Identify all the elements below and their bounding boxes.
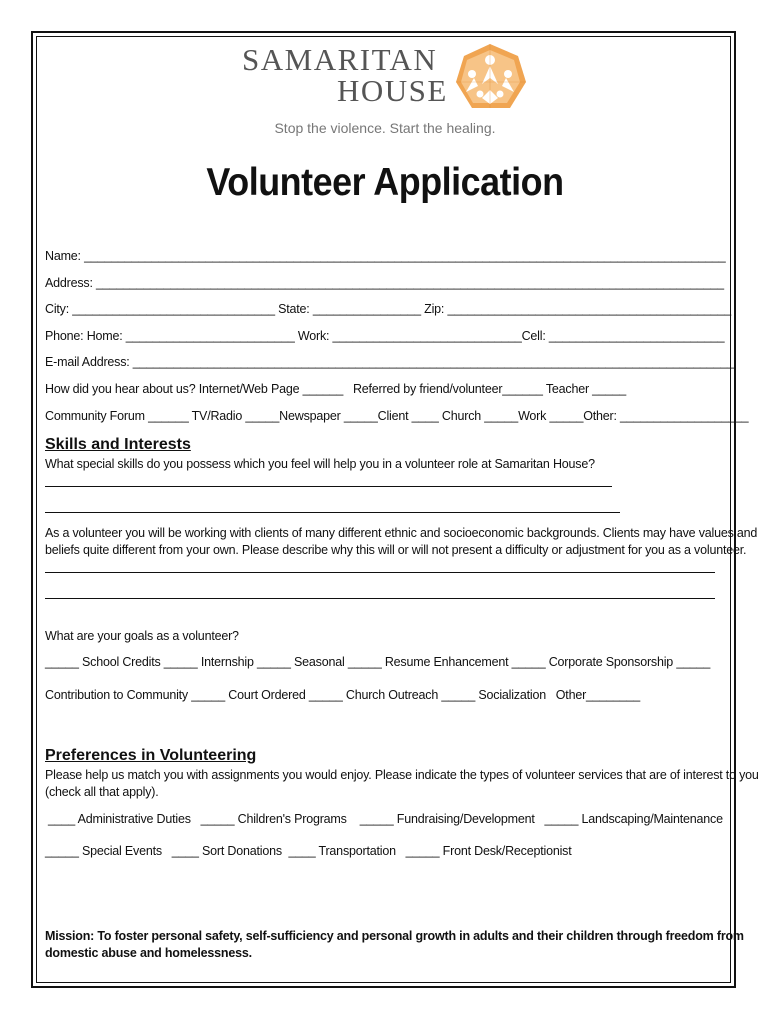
preferences-options-line-2[interactable]: _____ Special Events ____ Sort Donations ____ Transportation _____ Front Desk/Receptionist <box>45 844 572 858</box>
preferences-heading: Preferences in Volunteering <box>45 747 257 764</box>
mission-statement-line-2: domestic abuse and homelessness. <box>45 946 252 960</box>
goals-question: What are your goals as a volunteer? <box>45 629 239 643</box>
samaritan-house-logo-icon <box>452 42 528 114</box>
name-field-line[interactable]: Name: _______________________________________________________________________________________________ <box>45 249 726 263</box>
preferences-options-line-1[interactable]: ____ Administrative Duties _____ Children's Programs _____ Fundraising/Development _____ Landscaping/Maintenance <box>48 812 723 826</box>
preferences-intro-line-2: (check all that apply). <box>45 785 159 799</box>
skills-answer-line-2[interactable] <box>45 512 620 513</box>
skills-question: What special skills do you possess which you feel will help you in a volunteer role at Samaritan House? <box>45 457 595 471</box>
email-field-line[interactable]: E-mail Address: _________________________________________________________________________________________ <box>45 355 734 369</box>
logo-line-2: HOUSE <box>337 73 448 108</box>
diversity-answer-line-1[interactable] <box>45 572 715 573</box>
goals-options-line-1[interactable]: _____ School Credits _____ Internship _____ Seasonal _____ Resume Enhancement _____ Corporate Sponsorship _____ <box>45 655 711 669</box>
diversity-paragraph-line-2: beliefs quite different from your own. Please describe why this will or will not present a difficulty or adjustment for you as a volunteer. <box>45 543 747 557</box>
city-state-zip-line[interactable]: City: ______________________________ State: ________________ Zip: __________________________________________ <box>45 302 732 316</box>
diversity-paragraph-line-1: As a volunteer you will be working with clients of many different ethnic and socioeconomic backgrounds. Clients may have values and <box>45 526 758 540</box>
referral-source-line-2[interactable]: Community Forum ______ TV/Radio _____Newspaper _____Client ____ Church _____Work _____Other: ___________________ <box>45 409 749 423</box>
address-field-line[interactable]: Address: _____________________________________________________________________________________________ <box>45 276 724 290</box>
page-title: Volunteer Application <box>206 161 564 204</box>
goals-options-line-2[interactable]: Contribution to Community _____ Court Ordered _____ Church Outreach _____ Socialization Other________ <box>45 688 641 702</box>
skills-heading: Skills and Interests <box>45 436 191 453</box>
preferences-intro-line-1: Please help us match you with assignments you would enjoy. Please indicate the types of volunteer services that are of interest to you <box>45 768 759 782</box>
phone-line[interactable]: Phone: Home: _________________________ Work: ____________________________Cell: __________________________ <box>45 329 725 343</box>
referral-source-line-1[interactable]: How did you hear about us? Internet/Web Page ______ Referred by friend/volunteer______ Teacher _____ <box>45 382 626 396</box>
logo-tagline: Stop the violence. Start the healing. <box>274 120 496 136</box>
skills-answer-line-1[interactable] <box>45 486 612 487</box>
logo-line-1: SAMARITAN <box>242 42 438 77</box>
mission-statement-line-1: Mission: To foster personal safety, self-sufficiency and personal growth in adults and their children through freedom from <box>45 929 744 943</box>
logo-wordmark <box>242 44 448 106</box>
diversity-answer-line-2[interactable] <box>45 598 715 599</box>
